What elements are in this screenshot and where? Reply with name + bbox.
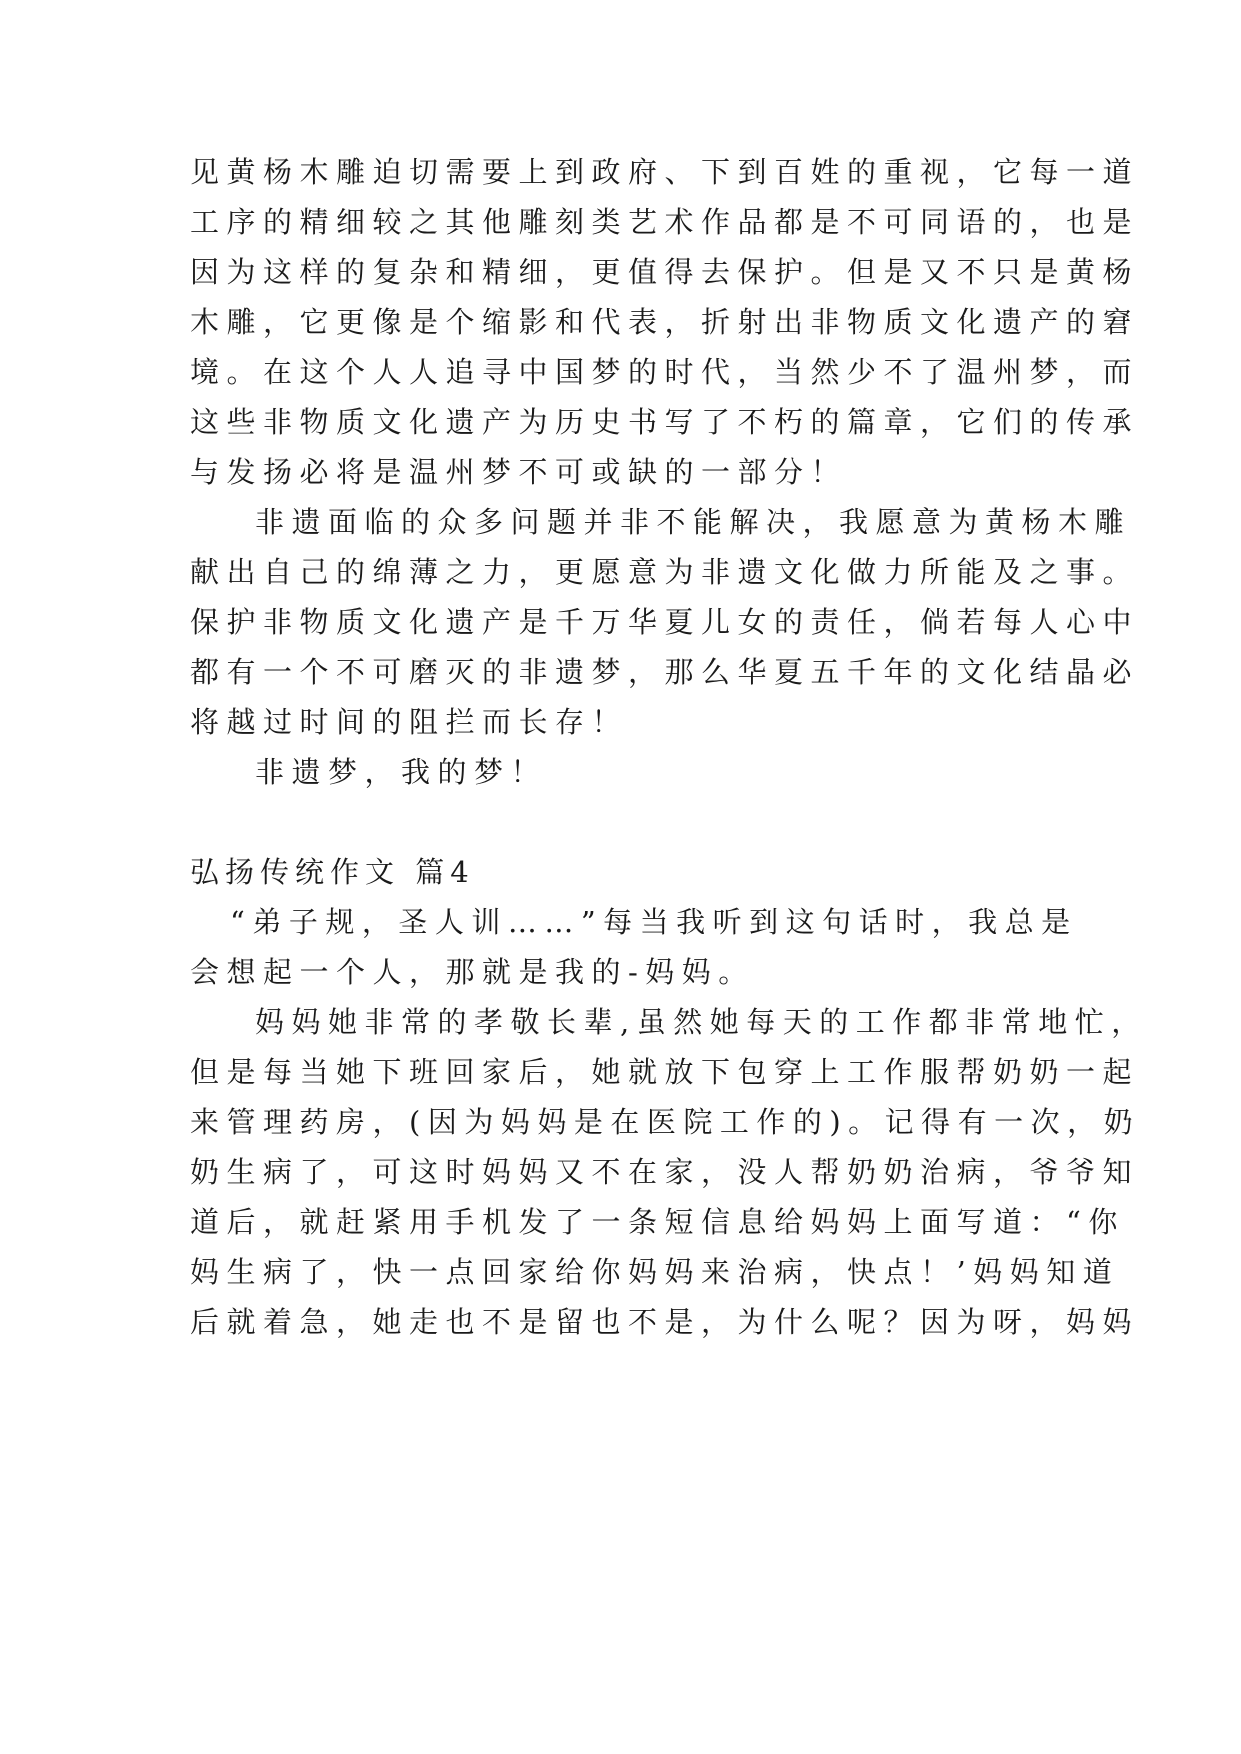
text-line: 与发扬必将是温州梦不可或缺的一部分！ <box>190 455 848 489</box>
section-heading: 弘扬传统作文 篇4 <box>190 855 475 889</box>
text-line: 但是每当她下班回家后，她就放下包穿上工作服帮奶奶一起 <box>190 1055 1140 1089</box>
text-line: 都有一个不可磨灭的非遗梦，那么华夏五千年的文化结晶必 <box>190 655 1140 689</box>
text-line: 见黄杨木雕迫切需要上到政府、下到百姓的重视，它每一道 <box>190 155 1140 189</box>
text-line: “弟子规，圣人训……”每当我听到这句话时，我总是 <box>230 905 1078 939</box>
text-line: 境。在这个人人追寻中国梦的时代，当然少不了温州梦，而 <box>190 355 1140 389</box>
text-line: 木雕，它更像是个缩影和代表，折射出非物质文化遗产的窘 <box>190 305 1140 339</box>
text-line: 工序的精细较之其他雕刻类艺术作品都是不可同语的，也是 <box>190 205 1140 239</box>
text-line: 非遗面临的众多问题并非不能解决，我愿意为黄杨木雕 <box>255 505 1132 539</box>
text-line: 来管理药房，(因为妈妈是在医院工作的)。记得有一次，奶 <box>190 1105 1141 1139</box>
text-line: 后就着急，她走也不是留也不是，为什么呢？因为呀，妈妈 <box>190 1305 1140 1339</box>
text-line: 妈妈她非常的孝敬长辈,虽然她每天的工作都非常地忙， <box>255 1005 1148 1039</box>
text-line: 将越过时间的阻拦而长存！ <box>190 705 629 739</box>
text-line: 会想起一个人，那就是我的-妈妈。 <box>190 955 755 989</box>
text-line: 道后，就赶紧用手机发了一条短信息给妈妈上面写道：“你 <box>190 1205 1125 1239</box>
text-line: 保护非物质文化遗产是千万华夏儿女的责任，倘若每人心中 <box>190 605 1140 639</box>
text-line: 这些非物质文化遗产为历史书写了不朽的篇章，它们的传承 <box>190 405 1140 439</box>
text-line: 因为这样的复杂和精细，更值得去保护。但是又不只是黄杨 <box>190 255 1140 289</box>
text-line: 妈生病了，快一点回家给你妈妈来治病，快点！’妈妈知道 <box>190 1255 1120 1289</box>
text-line: 献出自己的绵薄之力，更愿意为非遗文化做力所能及之事。 <box>190 555 1140 589</box>
text-line: 非遗梦，我的梦！ <box>255 755 548 789</box>
text-line: 奶生病了，可这时妈妈又不在家，没人帮奶奶治病，爷爷知 <box>190 1155 1140 1189</box>
